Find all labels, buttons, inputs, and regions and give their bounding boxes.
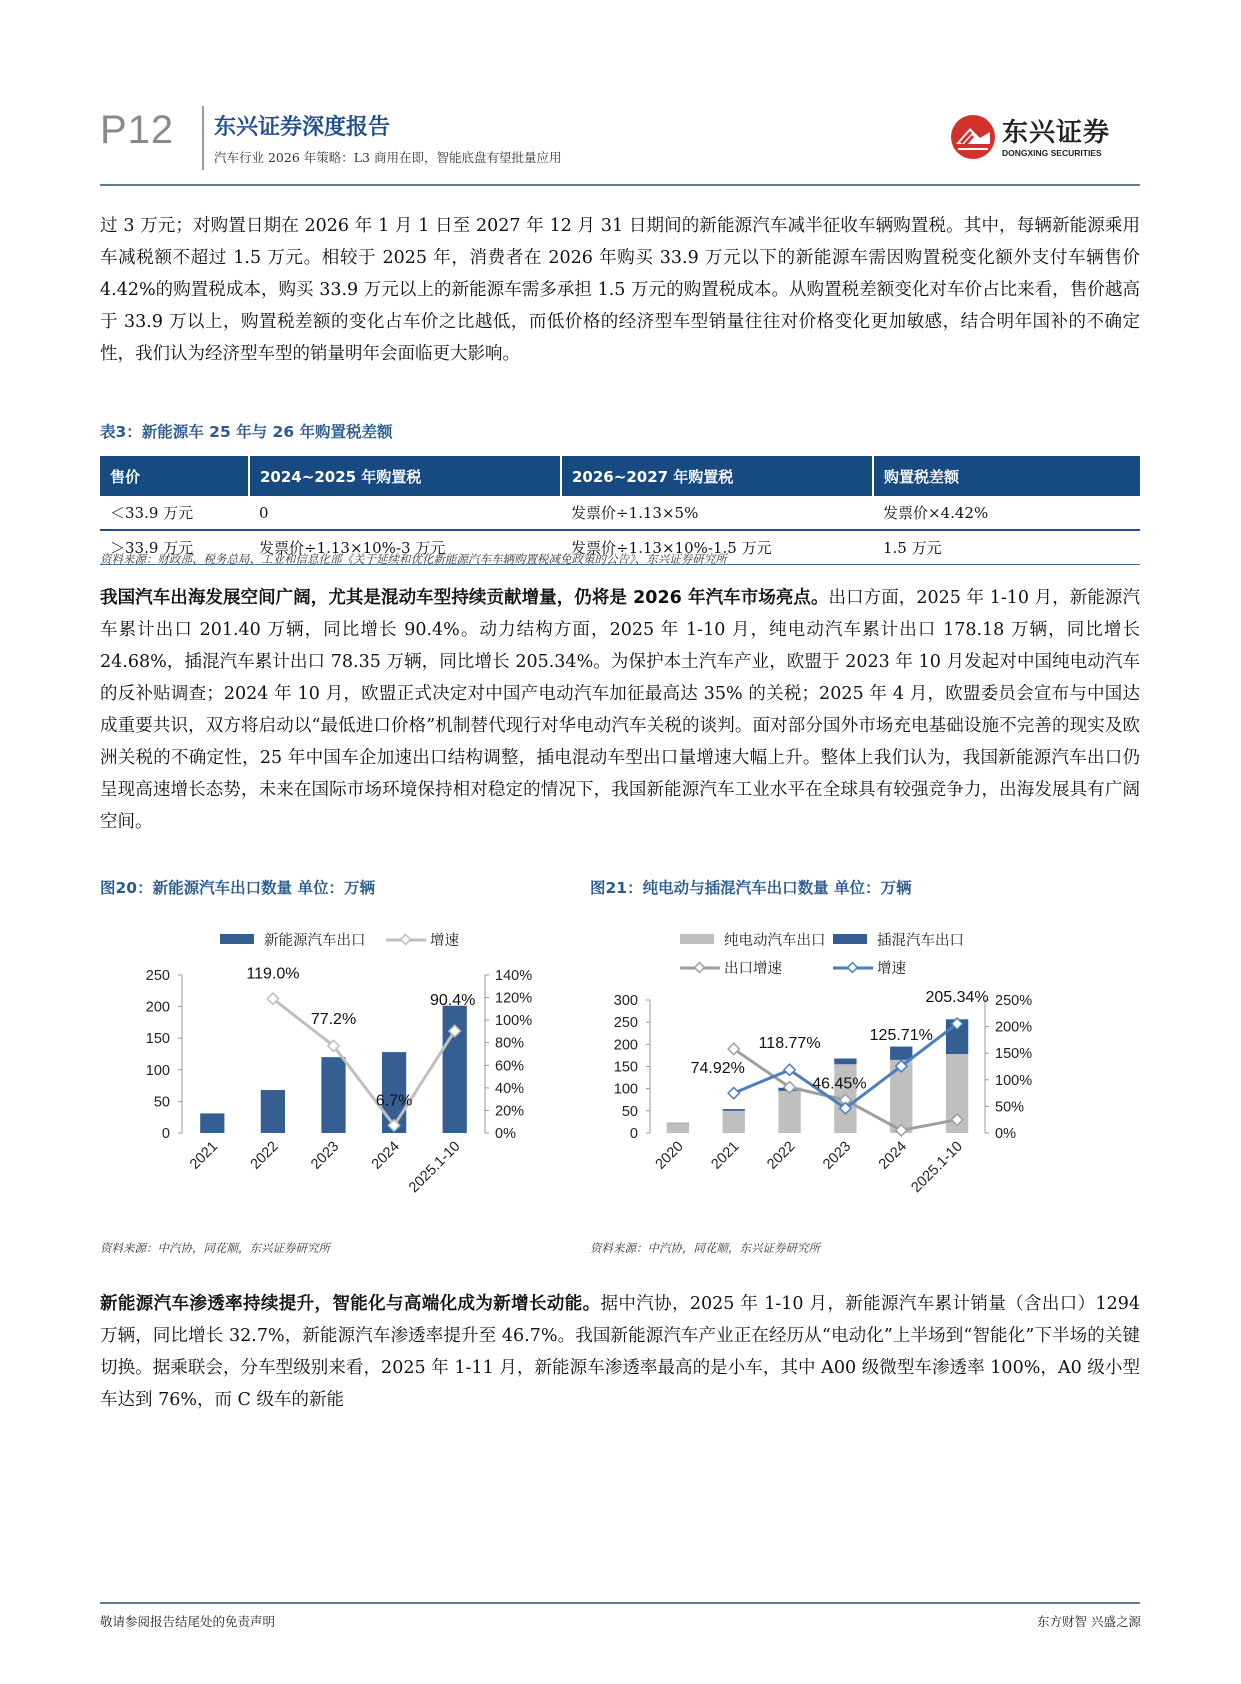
y-left-tick: 250: [613, 1015, 638, 1032]
y-left-tick: 50: [153, 1094, 170, 1111]
table-cell: ＞33.9 万元: [100, 530, 249, 565]
legend-label: 纯电动汽车出口: [724, 933, 826, 949]
table-cell: 1.5 万元: [873, 530, 1140, 565]
page-header: [100, 100, 1140, 180]
header-rule: [100, 184, 1140, 186]
body-paragraph-3: [100, 1288, 1140, 1416]
company-logo: [950, 112, 1140, 164]
logo-en-text: DONGXING SECURITIES: [1002, 148, 1102, 158]
data-label: 46.45%: [812, 1075, 867, 1093]
x-tick-label: 2024: [368, 1138, 403, 1173]
legend-label: 插混汽车出口: [877, 933, 964, 949]
data-label: 125.71%: [869, 1027, 933, 1045]
y-right-tick: 140%: [495, 968, 533, 984]
x-tick-label: 2020: [652, 1138, 687, 1173]
bar: [200, 1113, 224, 1133]
y-left-tick: 300: [613, 993, 638, 1009]
paragraph-lead: 新能源汽车渗透率持续提升，智能化与高端化成为新增长动能。: [100, 1294, 601, 1314]
x-tick-label: 2023: [820, 1138, 855, 1173]
y-right-tick: 150%: [995, 1046, 1033, 1063]
x-tick-label: 2021: [708, 1138, 743, 1173]
table3-caption: 表3：新能源车 25 年与 26 年购置税差额: [100, 423, 393, 441]
table-cell: 发票价÷1.13×5%: [561, 496, 873, 530]
table-header-row: [100, 456, 1140, 496]
bar: [321, 1057, 345, 1133]
paragraph-body: 出口方面，2025 年 1-10 月，新能源汽车累计出口 201.40 万辆，同比增长 90.4%。动力结构方面，2025 年 1-10 月，纯电动汽车累计出口 178.18 万辆，同比增长 24.68%，插混汽车累计出口 78.35 万辆，同比增长 205.34%。为保护本土汽车产业，欧盟于 2023 年 10 月发起对中国纯电动汽车的反补贴调查；2024 年 10 月，欧盟正式决定对中国产电动汽车加征最高达 35% 的关税；2025 年 4 月，欧盟委员会宣布与中国达成重要共识，双方将启动以“最低进口价格”机制替代现行对华电动汽车关税的谈判。面对部分国外市场充电基础设施不完善的现实及欧洲关税的不确定性，25 年中国车企加速出口结构调整，插电混动车型出口量增速大幅上升。整体上我们认为，我国新能源汽车出口仍呈现高速增长态势，未来在国际市场环境保持相对稳定的情况下，我国新能源汽车工业水平在全球具有较强竞争力，出海发展具有广阔空间。: [100, 588, 1140, 832]
data-label: 77.2%: [310, 1010, 357, 1028]
x-tick-label: 2022: [764, 1138, 799, 1173]
bar: [261, 1090, 285, 1133]
diamond-marker-icon: [848, 963, 858, 973]
table-cell: 发票价÷1.13×10%-3 万元: [249, 530, 561, 565]
data-label: 90.4%: [430, 991, 476, 1009]
y-right-tick: 80%: [495, 1035, 525, 1052]
logo-cn-text: 东兴证券: [1002, 118, 1111, 148]
x-tick-label: 2021: [186, 1138, 222, 1173]
report-type-title: 东兴证券深度报告: [214, 115, 391, 140]
fig21-source: 资料来源：中汽协，同花顺，东兴证券研究所: [590, 1241, 820, 1255]
body-paragraph-2: [100, 582, 1140, 838]
fig20-chart: [100, 920, 580, 1210]
y-left-tick: 100: [145, 1062, 170, 1079]
table-cell: 发票价÷1.13×10%-1.5 万元: [561, 530, 873, 565]
legend-swatch: [680, 934, 714, 944]
table-cell: 0: [249, 496, 561, 530]
legend-label: 新能源汽车出口: [264, 933, 366, 949]
fig21-chart: [590, 920, 1070, 1210]
diamond-marker-icon: [401, 935, 411, 945]
table-header-cell: 2026~2027 年购置税: [561, 456, 873, 496]
bar: [778, 1091, 800, 1133]
legend-label: 增速: [430, 933, 459, 949]
paragraph-lead: 我国汽车出海发展空间广阔，尤其是混动车型持续贡献增量，仍将是 2026 年汽车市场亮点。: [100, 588, 829, 608]
y-left-tick: 0: [161, 1126, 170, 1142]
bar: [723, 1109, 745, 1111]
dongxing-logo-icon: [950, 114, 996, 160]
diamond-marker-icon: [728, 1087, 739, 1098]
footer-slogan: 东方财智 兴盛之源: [1037, 1614, 1141, 1629]
data-label: 118.77%: [758, 1034, 821, 1052]
fig21-caption: 图21：纯电动与插混汽车出口数量 单位：万辆: [590, 879, 912, 897]
x-tick-label: 2024: [875, 1138, 911, 1173]
body-paragraph-1: 过 3 万元；对购置日期在 2026 年 1 月 1 日至 2027 年 12 月 31 日期间的新能源汽车减半征收车辆购置税。其中，每辆新能源乘用车减税额不超过 1.5 万元。相较于 2025 年，消费者在 2026 年购买 33.9 万元以下的新能源车需因购置税变化额外支付车辆售价 4.42%的购置税成本，购买 33.9 万元以上的新能源车需多承担 1.5 万元的购置税成本。从购置税差额变化对车价占比来看，售价越高于 33.9 万以上，购置税差额的变化占车价之比越低，而低价格的经济型车型销量往往对价格变化更加敏感，结合明年国补的不确定性，我们认为经济型车型的销量明年会面临更大影响。: [100, 216, 1140, 364]
y-left-tick: 250: [145, 968, 170, 984]
bar: [890, 1047, 912, 1060]
table3-source: 资料来源：财政部、税务总局、工业和信息化部《关于延续和优化新能源汽车车辆购置税减免政策的公告》、东兴证券研究所: [100, 552, 727, 566]
legend-label: 出口增速: [724, 961, 782, 977]
y-right-tick: 50%: [995, 1099, 1025, 1116]
footer-rule: [100, 1602, 1140, 1604]
report-subtitle: 汽车行业 2026 年策略：L3 商用在即，智能底盘有望批量应用: [214, 150, 562, 165]
y-left-tick: 150: [613, 1059, 638, 1076]
fig20-plot: [100, 920, 580, 1210]
bar: [723, 1111, 745, 1133]
y-left-tick: 100: [613, 1081, 638, 1098]
diamond-marker-icon: [695, 963, 705, 973]
table-cell: 发票价×4.42%: [873, 496, 1140, 530]
table-header-cell: 售价: [100, 456, 249, 496]
y-left-tick: 200: [613, 1037, 638, 1054]
fig20-source: 资料来源：中汽协，同花顺，东兴证券研究所: [100, 1241, 330, 1255]
fig21-plot: [590, 920, 1070, 1210]
y-right-tick: 20%: [495, 1103, 525, 1120]
y-right-tick: 0%: [995, 1126, 1016, 1142]
y-right-tick: 120%: [495, 990, 533, 1007]
x-tick-label: 2025.1-10: [406, 1138, 464, 1197]
fig20-caption: 图20：新能源汽车出口数量 单位：万辆: [100, 879, 375, 897]
table-header-cell: 购置税差额: [873, 456, 1140, 496]
table-cell: ＜33.9 万元: [100, 496, 249, 530]
data-label: 119.0%: [246, 965, 300, 983]
y-right-tick: 250%: [995, 993, 1033, 1009]
y-right-tick: 40%: [495, 1080, 525, 1097]
legend-swatch: [220, 934, 254, 944]
data-label: 74.92%: [690, 1060, 745, 1078]
bar: [834, 1059, 856, 1065]
data-label: 6.7%: [375, 1092, 413, 1110]
y-right-tick: 60%: [495, 1058, 525, 1075]
y-right-tick: 100%: [495, 1013, 533, 1030]
legend-label: 增速: [877, 961, 906, 977]
y-left-tick: 150: [145, 1031, 170, 1048]
page-number: P12: [100, 108, 175, 152]
purchase-tax-table: [100, 456, 1140, 565]
y-left-tick: 0: [629, 1126, 638, 1142]
table-header-cell: 2024~2025 年购置税: [249, 456, 561, 496]
legend-swatch: [833, 934, 867, 944]
footer-disclaimer: 敬请参阅报告结尾处的免责声明: [100, 1614, 276, 1629]
bar: [667, 1123, 689, 1133]
y-left-tick: 50: [621, 1103, 638, 1120]
data-label: 205.34%: [925, 988, 989, 1006]
table-row: [100, 496, 1140, 530]
y-right-tick: 0%: [495, 1126, 516, 1142]
y-right-tick: 100%: [995, 1072, 1033, 1089]
header-divider: [202, 106, 204, 170]
x-tick-label: 2022: [247, 1138, 282, 1173]
paragraph-body: 据中汽协，2025 年 1-10 月，新能源汽车累计销量（含出口）1294 万辆，同比增长 32.7%，新能源汽车渗透率提升至 46.7%。我国新能源汽车产业正在经历从“电动化”上半场到“智能化”下半场的关键切换。据乘联会，分车型级别来看，2025 年 1-11 月，新能源车渗透率最高的是小车，其中 A00 级微型车渗透率 100%，A0 级小型车达到 76%，而 C 级车的新能: [100, 1294, 1141, 1410]
x-tick-label: 2023: [308, 1138, 343, 1173]
y-right-tick: 200%: [995, 1019, 1033, 1036]
x-tick-label: 2025.1-10: [908, 1138, 966, 1197]
y-left-tick: 200: [145, 999, 170, 1016]
